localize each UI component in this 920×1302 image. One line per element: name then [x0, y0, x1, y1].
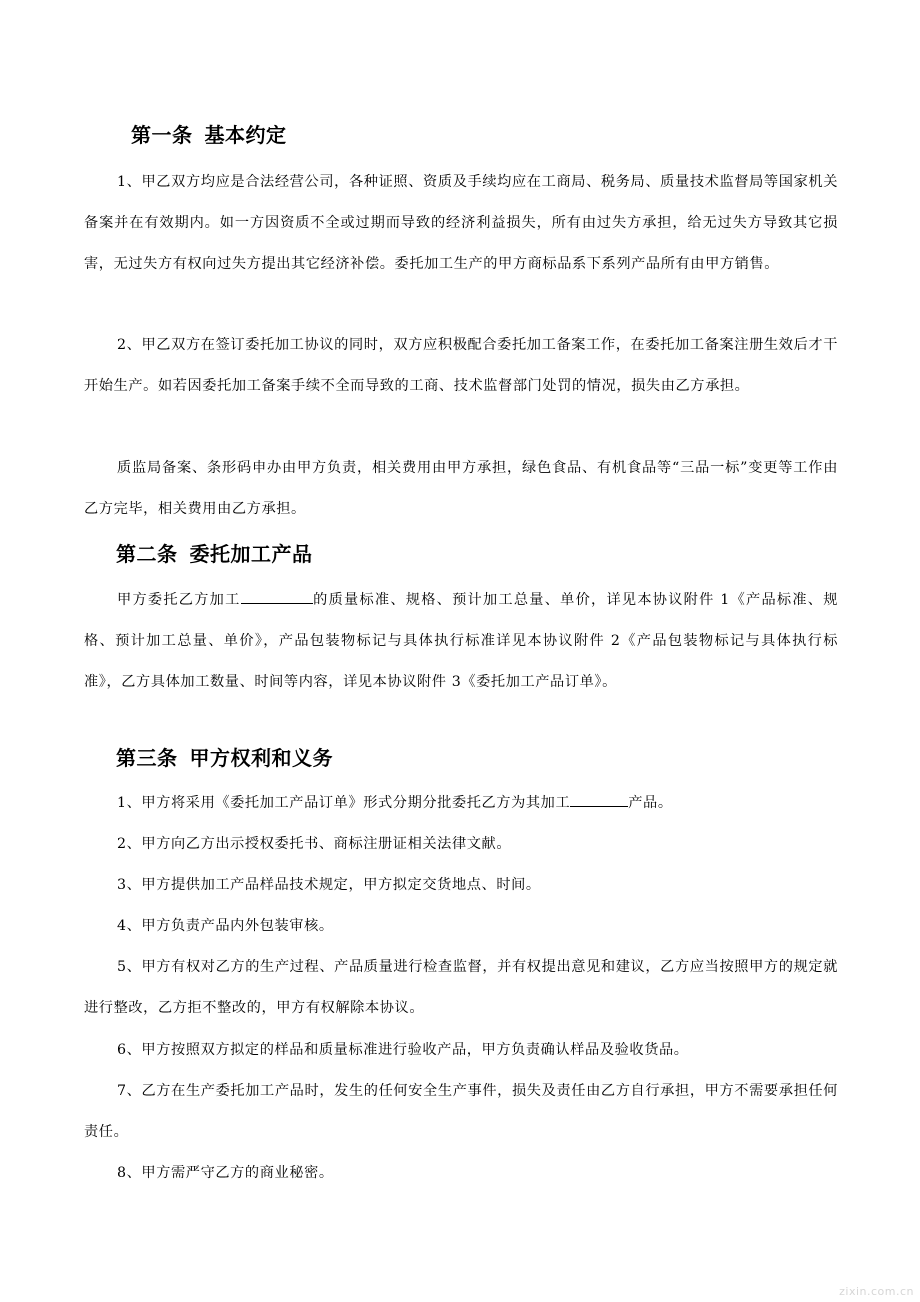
section-number: 第一条 [131, 123, 193, 147]
list-item: 3、甲方提供加工产品样品技术规定，甲方拟定交货地点、时间。 [117, 877, 541, 893]
list-item: 5、甲方有权对乙方的生产过程、产品质量进行检查监督，并有权提出意见和建议，乙方应当按照甲方的规定就进行整改，乙方拒不整改的，甲方有权解除本协议。 [84, 959, 838, 1016]
fill-in-blank[interactable] [570, 792, 628, 807]
section-number: 第二条 [116, 542, 178, 566]
list-item: 6、甲方按照双方拟定的样品和质量标准进行验收产品，甲方负责确认样品及验收货品。 [117, 1042, 689, 1058]
text-segment: 的质量标准、规格、预计加工总量、单价，详见本协议附件 1《产品标准、规格、预计加工总量、单价》，产品包装物标记与具体执行标准详见本协议附件 2《产品包装物标记与具体执行标准》，乙方具体加工数量、时间等内容，详见本协议附件 3《委托加工产品订单》。 [84, 592, 838, 690]
paragraph: 2、甲乙双方在签订委托加工协议的同时，双方应积极配合委托加工备案工作，在委托加工备案注册生效后才干开始生产。如若因委托加工备案手续不全而导致的工商、技术监督部门处罚的情况，损失由乙方承担。 [84, 337, 838, 394]
text-segment: 甲方委托乙方加工 [117, 592, 241, 608]
section-heading-1 [131, 122, 287, 148]
section-title: 甲方权利和义务 [189, 746, 333, 770]
fill-in-blank[interactable] [241, 589, 313, 604]
list-item: 4、甲方负责产品内外包装审核。 [117, 918, 334, 934]
paragraph: 1、甲乙双方均应是合法经营公司，各种证照、资质及手续均应在工商局、税务局、质量技术监督局等国家机关备案并在有效期内。如一方因资质不全或过期而导致的经济利益损失，所有由过失方承担，给无过失方导致其它损害，无过失方有权向过失方提出其它经济补偿。委托加工生产的甲方商标品系下系列产品所有由甲方销售。 [84, 174, 838, 272]
list-item: 8、甲方需严守乙方的商业秘密。 [117, 1165, 334, 1181]
list-item: 2、甲方向乙方出示授权委托书、商标注册证相关法律文献。 [117, 836, 512, 852]
list-item [84, 783, 838, 824]
text-segment: 产品。 [628, 795, 673, 811]
section-heading-3 [116, 745, 333, 771]
section-number: 第三条 [116, 746, 178, 770]
paragraph: 质监局备案、条形码申办由甲方负责，相关费用由甲方承担，绿色食品、有机食品等“三品一标”变更等工作由乙方完毕，相关费用由乙方承担。 [84, 460, 838, 517]
section-title: 委托加工产品 [189, 542, 313, 566]
paragraph [84, 580, 838, 703]
watermark-text: zixin.com.cn [839, 1285, 914, 1298]
section-heading-2 [116, 541, 313, 567]
list-item: 7、乙方在生产委托加工产品时，发生的任何安全生产事件，损失及责任由乙方自行承担，甲方不需要承担任何责任。 [84, 1083, 838, 1140]
section-title: 基本约定 [204, 123, 287, 147]
text-segment: 1、甲方将采用《委托加工产品订单》形式分期分批委托乙方为其加工 [117, 795, 571, 811]
